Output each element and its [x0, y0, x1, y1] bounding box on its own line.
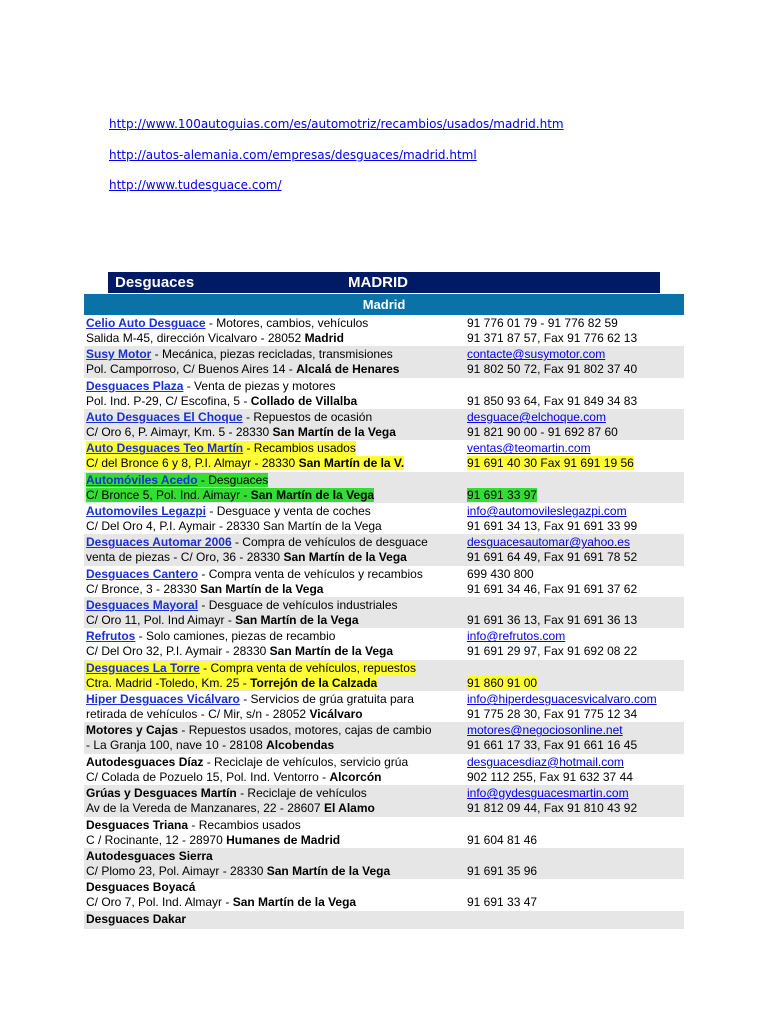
- contact-phones: 91 821 90 00 - 91 692 87 60: [467, 425, 618, 440]
- contact-phones: 91 775 28 30, Fax 91 775 12 34: [467, 707, 638, 722]
- business-desc: - Solo camiones, piezas de recambio: [135, 629, 336, 644]
- region-header: Madrid: [84, 294, 684, 315]
- table-row: [84, 409, 684, 440]
- business-address: - La Granja 100, nave 10 - 28108: [86, 738, 267, 753]
- business-address: retirada de vehículos - C/ Mir, s/n - 28052: [86, 707, 310, 722]
- business-address: C/ Del Oro 32, P.I. Aymair - 28330: [86, 644, 270, 659]
- business-name[interactable]: Desguaces Plaza: [86, 378, 184, 393]
- business-city: San Martín de la Vega: [269, 644, 394, 659]
- business-desc: - Reciclaje de vehículos, servicio grúa: [203, 754, 409, 769]
- contact-phones: 91 812 09 44, Fax 91 810 43 92: [467, 801, 638, 816]
- table-row: [84, 440, 684, 471]
- scrapyard-table: [84, 315, 684, 929]
- contact-email[interactable]: motores@negociosonline.net: [467, 723, 623, 738]
- business-name: Desguaces Boyacá: [86, 880, 196, 895]
- contact-phones: 91 802 50 72, Fax 91 802 37 40: [467, 362, 638, 377]
- contact-phones: 91 691 29 97, Fax 91 692 08 22: [467, 644, 638, 659]
- business-name[interactable]: Automoviles Legazpi: [86, 504, 207, 519]
- business-desc: - Repuestos de ocasión: [242, 410, 373, 425]
- contact-phones: 91 691 36 13, Fax 91 691 36 13: [467, 613, 638, 628]
- table-row: [84, 879, 684, 910]
- table-row: [84, 628, 684, 659]
- business-desc: - Compra venta de vehículos y recambios: [198, 566, 423, 581]
- business-address: C/ Oro 11, Pol. Ind Aimayr -: [86, 613, 236, 628]
- business-city: Collado de Villalba: [250, 393, 358, 408]
- business-city: Madrid: [304, 331, 344, 345]
- business-desc: - Recambios usados: [243, 441, 356, 456]
- title-madrid: MADRID: [348, 274, 408, 291]
- business-city: San Martín de la Vega: [250, 487, 375, 502]
- contact-primary: [467, 849, 682, 864]
- business-name: Desguaces Triana: [86, 817, 189, 832]
- table-row: [84, 817, 684, 848]
- business-desc: - Desguace de vehículos industriales: [198, 598, 398, 613]
- contact-primary: [467, 598, 682, 613]
- table-row: [84, 785, 684, 816]
- contact-email[interactable]: desguace@elchoque.com: [467, 410, 606, 425]
- contact-phones: 91 691 64 49, Fax 91 691 78 52: [467, 550, 638, 565]
- business-name: Autodesguaces Díaz: [86, 754, 204, 769]
- table-row: [84, 315, 684, 346]
- business-city: San Martín de la Vega: [272, 425, 396, 440]
- contact-phones: 902 112 255, Fax 91 632 37 44: [467, 769, 633, 784]
- table-row: [84, 597, 684, 628]
- contact-primary: [467, 880, 682, 895]
- business-desc: - Compra venta de vehículos, repuestos: [199, 660, 416, 675]
- contact-phones: 91 691 33 97: [467, 487, 538, 502]
- business-city: San Martín de la Vega: [232, 895, 357, 910]
- business-address: C/ Del Oro 4, P.I. Aymair - 28330 San Martín de la Vega: [86, 519, 382, 534]
- business-address: C/ del Bronce 6 y 8, P.I. Almayr - 28330: [86, 456, 299, 471]
- business-city: San Martín de la Vega: [200, 581, 324, 596]
- business-address: C/ Bronce, 3 - 28330: [86, 581, 201, 596]
- business-desc: - Repuestos usados, motores, cajas de cambio: [178, 723, 432, 738]
- contact-email[interactable]: desguacesdiaz@hotmail.com: [467, 754, 624, 769]
- business-address: Salida M-45, dirección Vicalvaro - 28052: [86, 331, 305, 345]
- business-city: Alcorcón: [329, 769, 382, 784]
- contact-email[interactable]: info@hiperdesguacesvicalvaro.com: [467, 692, 657, 707]
- contact-phones: 91 691 33 47: [467, 895, 538, 910]
- table-row: [84, 754, 684, 785]
- business-desc: - Reciclaje de vehículos: [236, 786, 367, 801]
- business-city: Alcobendas: [266, 738, 335, 753]
- business-desc: - Desguaces: [197, 472, 269, 487]
- business-name[interactable]: Desguaces Automar 2006: [86, 535, 232, 550]
- business-name[interactable]: Susy Motor: [86, 347, 152, 362]
- table-row: [84, 691, 684, 722]
- business-name[interactable]: Desguaces La Torre: [86, 660, 200, 675]
- business-address: C / Rocinante, 12 - 28970: [86, 832, 227, 847]
- business-city: Torrejón de la Calzada: [250, 675, 378, 690]
- business-name: Motores y Cajas: [86, 723, 179, 738]
- business-name[interactable]: Auto Desguaces El Choque: [86, 410, 243, 425]
- business-desc: - Venta de piezas y motores: [183, 378, 336, 393]
- contact-email[interactable]: desguacesautomar@yahoo.es: [467, 535, 630, 550]
- contact-email[interactable]: info@refrutos.com: [467, 629, 566, 644]
- contact-primary: [467, 473, 682, 488]
- business-desc: - Servicios de grúa gratuita para: [239, 692, 414, 707]
- contact-phones: 91 691 35 96: [467, 863, 538, 878]
- table-row: [84, 566, 684, 597]
- business-address: C/ Oro 7, Pol. Ind. Almayr -: [86, 895, 233, 910]
- contact-primary: 91 776 01 79 - 91 776 82 59: [467, 316, 618, 330]
- business-name[interactable]: Auto Desguaces Teo Martín: [86, 441, 244, 456]
- table-row: [84, 848, 684, 879]
- business-address: C/ Bronce 5, Pol. Ind. Aimayr -: [86, 487, 251, 502]
- business-desc: - Motores, cambios, vehículos: [205, 316, 369, 330]
- contact-phones: 91 860 91 00: [467, 675, 538, 690]
- table-row: [84, 346, 684, 377]
- contact-phones: 91 604 81 46: [467, 832, 538, 847]
- business-address: C/ Colada de Pozuelo 15, Pol. Ind. Ventorro -: [86, 769, 330, 784]
- contact-email[interactable]: contacte@susymotor.com: [467, 347, 606, 362]
- table-row: [84, 660, 684, 691]
- business-name[interactable]: Desguaces Mayoral: [86, 598, 199, 613]
- table-row: [84, 534, 684, 565]
- contact-phones: 91 691 34 13, Fax 91 691 33 99: [467, 519, 638, 534]
- business-desc: - Mecánica, piezas recicladas, transmisiones: [151, 347, 393, 362]
- business-address: Pol. Camporroso, C/ Buenos Aires 14 -: [86, 362, 297, 377]
- title-desguaces: Desguaces: [115, 274, 195, 291]
- table-title-bar: [108, 272, 660, 293]
- business-city: El Alamo: [323, 801, 375, 816]
- business-city: San Martín de la V.: [298, 456, 405, 471]
- business-name: Desguaces Dakar: [86, 911, 187, 926]
- contact-phones: 91 371 87 57, Fax 91 776 62 13: [467, 331, 638, 345]
- business-city: San Martín de la Vega: [266, 863, 391, 878]
- contact-email[interactable]: info@gydesguacesmartin.com: [467, 786, 629, 801]
- business-city: Alcalá de Henares: [296, 362, 400, 377]
- table-row: [84, 911, 684, 929]
- business-city: San Martín de la Vega: [283, 550, 407, 565]
- contact-phones: 91 850 93 64, Fax 91 849 34 83: [467, 393, 638, 408]
- contact-email[interactable]: ventas@teomartin.com: [467, 441, 591, 456]
- contact-email[interactable]: info@automovileslegazpi.com: [467, 504, 627, 519]
- business-address: Av de la Vereda de Manzanares, 22 - 28607: [86, 801, 324, 816]
- business-desc: - Recambios usados: [188, 817, 301, 832]
- contact-phones: 91 691 34 46, Fax 91 691 37 62: [467, 581, 638, 596]
- table-row: [84, 378, 684, 409]
- business-name[interactable]: Hiper Desguaces Vicálvaro: [86, 692, 240, 707]
- business-city: San Martín de la Vega: [235, 613, 359, 628]
- business-name[interactable]: Automóviles Acedo: [86, 472, 198, 487]
- business-name: Autodesguaces Sierra: [86, 848, 213, 863]
- link-autos-alemania[interactable]: http://autos-alemania.com/empresas/desguaces/madrid.html: [109, 148, 477, 162]
- contact-primary: [467, 818, 682, 833]
- business-address: C/ Oro 6, P. Aimayr, Km. 5 - 28330: [86, 425, 273, 440]
- business-city: Vicálvaro: [309, 707, 363, 722]
- contact-primary: 699 430 800: [467, 566, 534, 581]
- business-address: Pol. Ind. P-29, C/ Escofina, 5 -: [86, 393, 251, 408]
- link-tudesguace[interactable]: http://www.tudesguace.com/: [109, 178, 282, 192]
- business-name: Grúas y Desguaces Martín: [86, 786, 237, 801]
- business-name[interactable]: Celio Auto Desguace: [86, 316, 206, 330]
- link-100autoguias[interactable]: http://www.100autoguias.com/es/automotriz/recambios/usados/madrid.htm: [109, 117, 564, 131]
- business-name[interactable]: Desguaces Cantero: [86, 566, 199, 581]
- business-city: Humanes de Madrid: [226, 832, 341, 847]
- table-row: [84, 472, 684, 503]
- table-row: [84, 503, 684, 534]
- business-desc: - Compra de vehículos de desguace: [231, 535, 428, 550]
- business-address: Ctra. Madrid -Toledo, Km. 25 -: [86, 675, 251, 690]
- contact-primary: [467, 379, 682, 394]
- contact-phones: 91 691 40 30 Fax 91 691 19 56: [467, 456, 634, 471]
- business-address: C/ Plomo 23, Pol. Aimayr - 28330: [86, 863, 267, 878]
- contact-phones: 91 661 17 33, Fax 91 661 16 45: [467, 738, 638, 753]
- table-row: [84, 722, 684, 753]
- business-name[interactable]: Refrutos: [86, 629, 136, 644]
- business-address: venta de piezas - C/ Oro, 36 - 28330: [86, 550, 284, 565]
- business-desc: - Desguace y venta de coches: [206, 504, 371, 519]
- contact-primary: [467, 661, 682, 676]
- reference-links: [109, 117, 564, 193]
